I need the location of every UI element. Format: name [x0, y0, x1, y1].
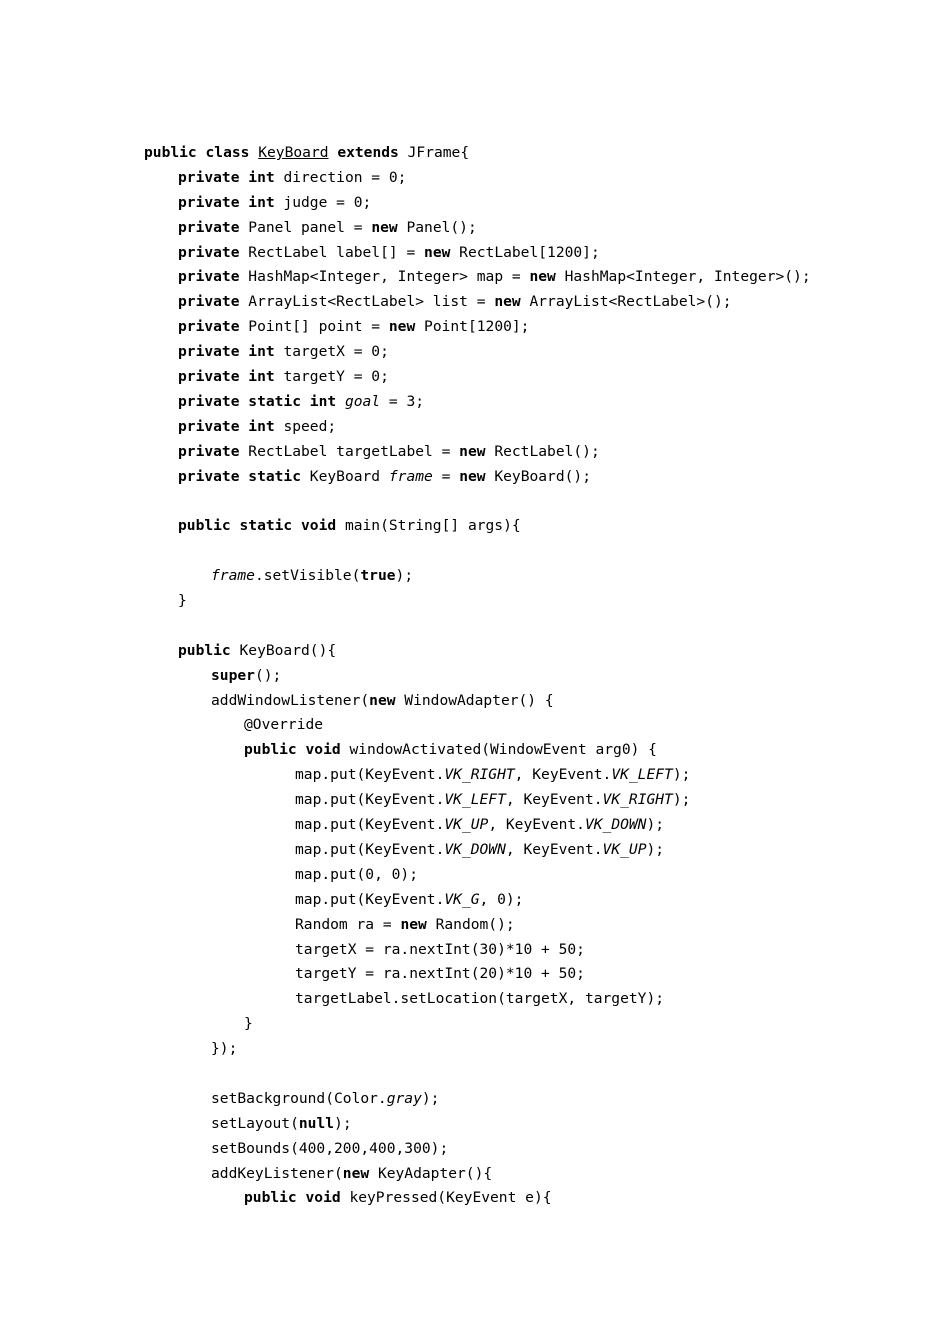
code-keyword: private int — [178, 343, 275, 361]
code-token: WindowAdapter() { — [395, 691, 554, 709]
code-token: Random(); — [426, 915, 515, 933]
code-token: Panel panel = — [239, 218, 372, 236]
code-token: } — [178, 592, 187, 610]
code-token: ); — [646, 840, 665, 858]
code-keyword: true — [360, 567, 396, 585]
code-line — [0, 216, 950, 241]
code-keyword: new — [529, 268, 556, 286]
code-line — [0, 340, 950, 365]
code-keyword: private — [178, 442, 240, 460]
code-token: setBounds(400,200,400,300); — [211, 1139, 449, 1157]
code-token: ArrayList<RectLabel>(); — [520, 293, 732, 311]
code-token: ); — [421, 1089, 440, 1107]
code-token: JFrame{ — [398, 144, 470, 161]
code-keyword: new — [342, 1164, 370, 1182]
code-keyword: extends — [337, 144, 399, 161]
code-keyword: new — [400, 915, 427, 933]
code-listing — [0, 141, 950, 1211]
code-line — [0, 713, 950, 738]
code-line — [0, 962, 950, 987]
code-line — [0, 514, 950, 539]
code-token: KeyBoard — [301, 467, 389, 485]
code-line — [0, 614, 950, 639]
code-keyword: private — [178, 268, 240, 286]
code-token: main(String[] args){ — [336, 517, 521, 535]
code-keyword: private — [178, 218, 240, 236]
code-token: Panel(); — [397, 218, 477, 236]
code-italic-token: VK_RIGHT — [602, 791, 673, 809]
code-line — [0, 763, 950, 788]
code-token: , KeyEvent. — [505, 840, 603, 858]
code-italic-token: VK_RIGHT — [444, 766, 515, 784]
code-token: judge = 0; — [274, 193, 372, 211]
code-italic-token: VK_DOWN — [444, 840, 506, 858]
code-italic-token: gray — [386, 1089, 422, 1107]
code-token: Random ra = — [295, 915, 401, 933]
code-line — [0, 813, 950, 838]
code-line — [0, 838, 950, 863]
code-line — [0, 1062, 950, 1087]
code-line — [0, 290, 950, 315]
code-token: setLayout( — [211, 1114, 299, 1132]
code-line — [0, 738, 950, 763]
code-token: map.put(0, 0); — [295, 865, 419, 883]
code-keyword: public void — [244, 1189, 341, 1207]
code-line — [0, 1037, 950, 1062]
code-token: , 0); — [479, 890, 524, 908]
code-italic-token: VK_UP — [444, 816, 489, 834]
code-line — [0, 863, 950, 888]
code-token: map.put(KeyEvent. — [295, 840, 445, 858]
code-line — [0, 664, 950, 689]
code-token: RectLabel[1200]; — [450, 243, 600, 261]
code-token: HashMap<Integer, Integer> map = — [239, 268, 530, 286]
code-italic-token: VK_DOWN — [584, 816, 647, 834]
code-keyword: new — [494, 293, 521, 311]
code-keyword: private — [178, 293, 240, 311]
code-line — [0, 390, 950, 415]
code-token: direction = 0; — [274, 168, 407, 186]
code-italic-token: VK_LEFT — [611, 766, 673, 784]
code-keyword: public static void — [178, 517, 337, 535]
code-token: targetY = ra.nextInt(20)*10 + 50; — [295, 965, 585, 983]
code-token: KeyBoard(){ — [230, 641, 337, 659]
code-line — [0, 315, 950, 340]
code-token: targetX = 0; — [274, 343, 389, 361]
code-line — [0, 938, 950, 963]
code-keyword: public class — [144, 144, 259, 161]
code-italic-token: VK_UP — [602, 840, 647, 858]
code-line — [0, 564, 950, 589]
code-token: addWindowListener( — [211, 691, 370, 709]
code-token: RectLabel label[] = — [239, 243, 425, 261]
code-keyword: new — [459, 467, 486, 485]
code-token: targetX = ra.nextInt(30)*10 + 50; — [295, 940, 585, 958]
code-keyword: private static — [178, 467, 302, 485]
code-line — [0, 1137, 950, 1162]
code-keyword: public void — [244, 741, 341, 759]
code-token — [336, 393, 345, 410]
code-token: @Override — [244, 716, 324, 734]
code-line — [0, 1162, 950, 1187]
code-line — [0, 689, 950, 714]
code-token: (); — [254, 666, 282, 684]
code-token: ); — [334, 1114, 352, 1132]
code-keyword: null — [298, 1114, 335, 1132]
code-line — [0, 913, 950, 938]
code-keyword: new — [459, 442, 486, 460]
code-token: } — [244, 1015, 253, 1033]
code-token: map.put(KeyEvent. — [295, 816, 445, 834]
code-italic-token: VK_LEFT — [444, 791, 506, 809]
code-token: ); — [395, 567, 414, 585]
code-line — [0, 888, 950, 913]
code-keyword: new — [371, 218, 398, 236]
code-token: map.put(KeyEvent. — [295, 890, 445, 908]
code-keyword: private int — [178, 368, 275, 386]
code-token — [329, 144, 338, 161]
code-keyword: private int — [178, 168, 275, 186]
code-token: HashMap<Integer, Integer>(); — [555, 268, 811, 286]
code-token: targetLabel.setLocation(targetX, targetY); — [295, 990, 665, 1008]
code-line — [0, 788, 950, 813]
code-line — [0, 141, 950, 166]
code-line — [0, 265, 950, 290]
code-token: RectLabel targetLabel = — [239, 442, 460, 460]
code-token: map.put(KeyEvent. — [295, 791, 445, 809]
code-line — [0, 539, 950, 564]
code-token: targetY = 0; — [274, 368, 389, 386]
code-token: KeyBoard(); — [485, 467, 591, 485]
code-token: , KeyEvent. — [505, 791, 603, 809]
code-token: = 3; — [380, 392, 425, 410]
code-keyword: new — [424, 243, 451, 261]
code-line — [0, 1012, 950, 1037]
code-line — [0, 191, 950, 216]
code-token: = — [432, 467, 460, 485]
code-token: ); — [672, 791, 691, 809]
code-line — [0, 589, 950, 614]
code-italic-token: frame — [211, 567, 255, 585]
code-token: , KeyEvent. — [514, 766, 612, 784]
code-keyword: new — [388, 318, 416, 336]
code-token: Point[1200]; — [415, 318, 530, 336]
code-token: RectLabel(); — [485, 442, 600, 460]
code-keyword: private — [178, 243, 240, 261]
code-line — [0, 440, 950, 465]
code-token: speed; — [274, 417, 337, 435]
code-keyword: new — [369, 691, 396, 709]
code-line — [0, 365, 950, 390]
code-keyword: private static int — [178, 392, 337, 410]
code-line — [0, 1186, 950, 1211]
code-keyword: private int — [178, 417, 275, 435]
code-token: addKeyListener( — [211, 1164, 343, 1182]
code-line — [0, 415, 950, 440]
code-token: KeyAdapter(){ — [369, 1164, 493, 1182]
code-token: Point[] point = — [239, 318, 389, 336]
code-line — [0, 1087, 950, 1112]
code-token: ArrayList<RectLabel> list = — [239, 293, 495, 311]
code-token: windowActivated(WindowEvent arg0) { — [340, 741, 657, 759]
code-token: .setVisible( — [254, 567, 361, 585]
code-class-name: KeyBoard — [258, 144, 329, 161]
code-keyword: private int — [178, 193, 275, 211]
code-token: ); — [672, 766, 691, 784]
code-line — [0, 639, 950, 664]
code-line — [0, 241, 950, 266]
code-token: ); — [646, 816, 665, 834]
code-line — [0, 987, 950, 1012]
code-line — [0, 1112, 950, 1137]
code-token: }); — [211, 1040, 238, 1058]
code-italic-token: VK_G — [444, 890, 480, 908]
code-token: setBackground(Color. — [211, 1089, 387, 1107]
code-keyword: super — [211, 666, 255, 684]
code-token: keyPressed(KeyEvent e){ — [340, 1189, 552, 1207]
code-keyword: private — [178, 318, 240, 336]
code-italic-token: goal — [344, 392, 381, 410]
code-token: map.put(KeyEvent. — [295, 766, 445, 784]
code-line — [0, 166, 950, 191]
code-line — [0, 489, 950, 514]
code-italic-token: frame — [388, 467, 433, 485]
code-keyword: public — [178, 641, 231, 659]
code-line — [0, 465, 950, 490]
code-token: , KeyEvent. — [488, 816, 585, 834]
